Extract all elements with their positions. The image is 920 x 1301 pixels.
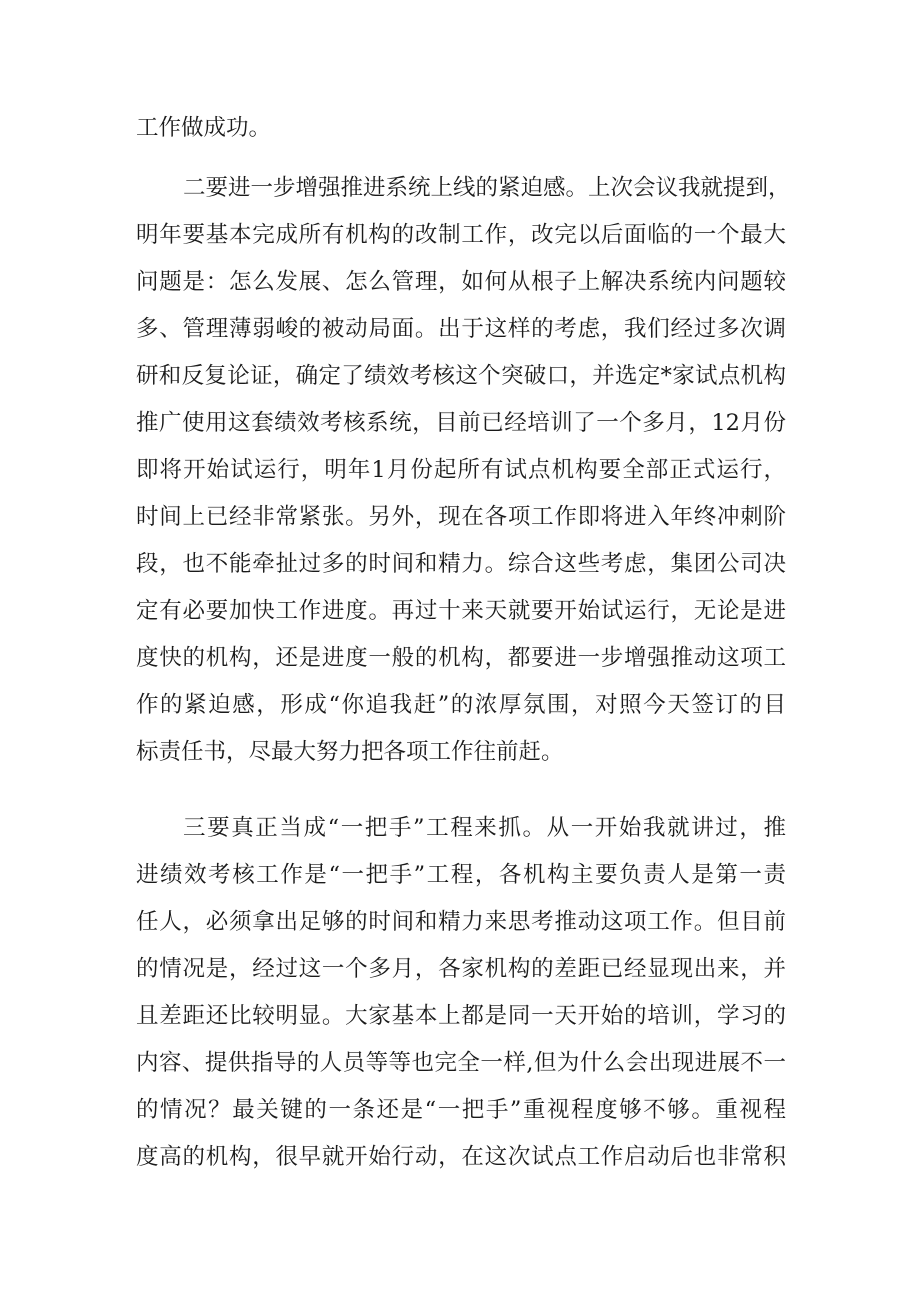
text-line: 推广使用这套绩效考核系统，目前已经培训了一个多月，12月份	[136, 410, 786, 436]
text-line: 定有必要加快工作进度。再过十来天就要开始试运行，无论是进	[136, 598, 786, 624]
text-line: 时间上已经非常紧张。另外，现在各项工作即将进入年终冲刺阶	[136, 504, 786, 530]
paragraph-2	[136, 165, 791, 776]
text-line: 段，也不能牵扯过多的时间和精力。综合这些考虑，集团公司决	[136, 551, 786, 577]
text-line: 标责任书，尽最大努力把各项工作往前赶。	[136, 739, 564, 765]
text-line: 研和反复论证，确定了绩效考核这个突破口，并选定*家试点机构	[136, 363, 786, 389]
text-line: 二要进一步增强推进系统上线的紧迫感。上次会议我就提到，	[183, 175, 791, 201]
text-line: 的情况是，经过这一个多月，各家机构的差距已经显现出来，并	[136, 956, 786, 982]
text-line: 且差距还比较明显。大家基本上都是同一天开始的培训，学习的	[136, 1003, 786, 1029]
text-line: 问题是：怎么发展、怎么管理，如何从根子上解决系统内问题较	[136, 269, 786, 295]
text-line: 任人，必须拿出足够的时间和精力来思考推动这项工作。但目前	[136, 909, 786, 935]
text-line: 即将开始试运行，明年1月份起所有试点机构要全部正式运行，	[136, 457, 786, 483]
text-line: 三要真正当成“一把手”工程来抓。从一开始我就讲过，推	[183, 815, 786, 841]
text-line: 度快的机构，还是进度一般的机构，都要进一步增强推动这项工	[136, 645, 786, 671]
text-line: 进绩效考核工作是“一把手”工程，各机构主要负责人是第一责	[136, 862, 786, 888]
text-line: 作的紧迫感，形成“你追我赶”的浓厚氛围，对照今天签订的目	[136, 692, 786, 718]
text-line: 内容、提供指导的人员等等也完全一样,但为什么会出现进展不一	[136, 1050, 786, 1076]
paragraph-3	[136, 805, 786, 1181]
paragraph-fragment	[136, 105, 786, 152]
text-line: 工作做成功。	[136, 115, 272, 141]
text-line: 度高的机构，很早就开始行动，在这次试点工作启动后也非常积	[136, 1144, 786, 1170]
text-line: 多、管理薄弱峻的被动局面。出于这样的考虑，我们经过多次调	[136, 316, 786, 342]
text-line: 明年要基本完成所有机构的改制工作，改完以后面临的一个最大	[136, 222, 786, 248]
text-line: 的情况？最关键的一条还是“一把手”重视程度够不够。重视程	[136, 1097, 786, 1123]
